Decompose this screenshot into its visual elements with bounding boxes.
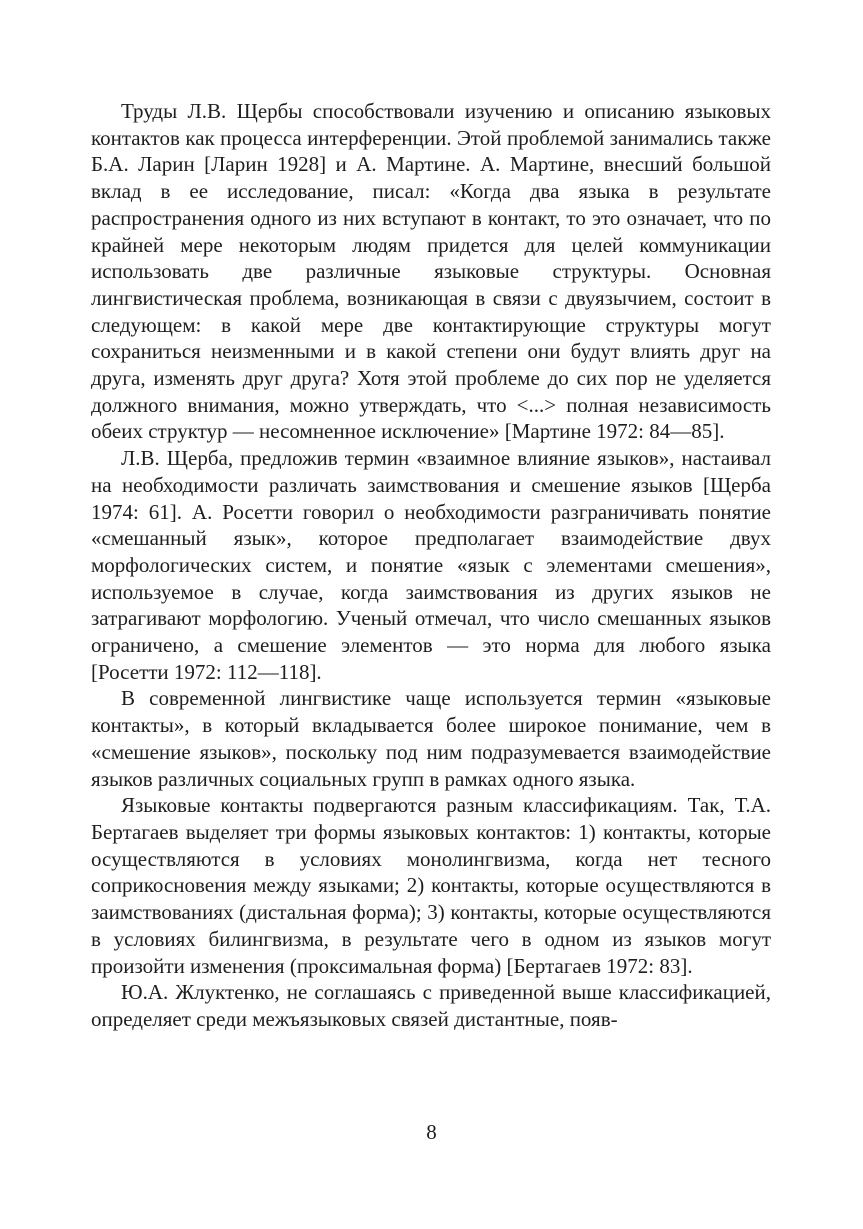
paragraph-language-contacts-term: В современной лингвистике чаще используется термин «языковые контакты», в который вкладывается более широкое понимание, чем в «смешение языков», поскольку под ним подразумевается взаимодействие языков различных социальных групп в рамках одного языка.: [91, 686, 771, 791]
paragraph-shcherba-martinet: Труды Л.В. Щербы способствовали изучению и описанию языковых контактов как процесса интерференции. Этой проблемой занимались также Б.А. Ларин [Ларин 1928] и А. Мартине. А. Мартине, внесший большой вклад в ее исследование, писал: «Когда два языка в результате распространения одного из них вступают в контакт, то это означает, что по крайней мере некоторым людям придется для целей коммуникации использовать две различные языковые структуры. Основная лингвистическая проблема, возникающая в связи с двуязычием, состоит в следующем: в какой мере две контактирующие структуры могут сохраниться неизменными и в какой степени они будут влиять друг на друга, изменять друг друга? Хотя этой проблеме до сих пор не уделяется должного внимания, можно утверждать, что <...> полная независимость обеих структур — несомненное исключение» [Мартине 1972: 84—85].: [91, 99, 771, 444]
paragraph-zhluktenko: Ю.А. Жлуктенко, не соглашаясь с приведенной выше классификацией, определяет среди межъязыковых связей дистантные, появ-: [91, 980, 771, 1031]
paragraph-mutual-influence: Л.В. Щерба, предложив термин «взаимное влияние языков», настаивал на необходимости различать заимствования и смешение языков [Щерба 1974: 61]. А. Росетти говорил о необходимости разграничивать понятие «смешанный язык», которое предполагает взаимодействие двух морфологических систем, и понятие «язык с элементами смешения», используемое в случае, когда заимствования из других языков не затрагивают морфологию. Ученый отмечал, что число смешанных языков ограничено, а смешение элементов — это норма для любого языка [Росетти 1972: 112—118].: [91, 446, 771, 684]
page-body: [91, 98, 771, 1033]
page-number: 8: [426, 1120, 437, 1144]
paragraph-bertagaev-classification: Языковые контакты подвергаются разным классификациям. Так, Т.А. Бертагаев выделяет три формы языковых контактов: 1) контакты, которые осуществляются в условиях монолингвизма, когда нет тесного соприкосновения между языками; 2) контакты, которые осуществляются в заимствованиях (дистальная форма); 3) контакты, которые осуществляются в условиях билингвизма, в результате чего в одном из языков могут произойти изменения (проксимальная форма) [Бертагаев 1972: 83].: [91, 793, 771, 978]
